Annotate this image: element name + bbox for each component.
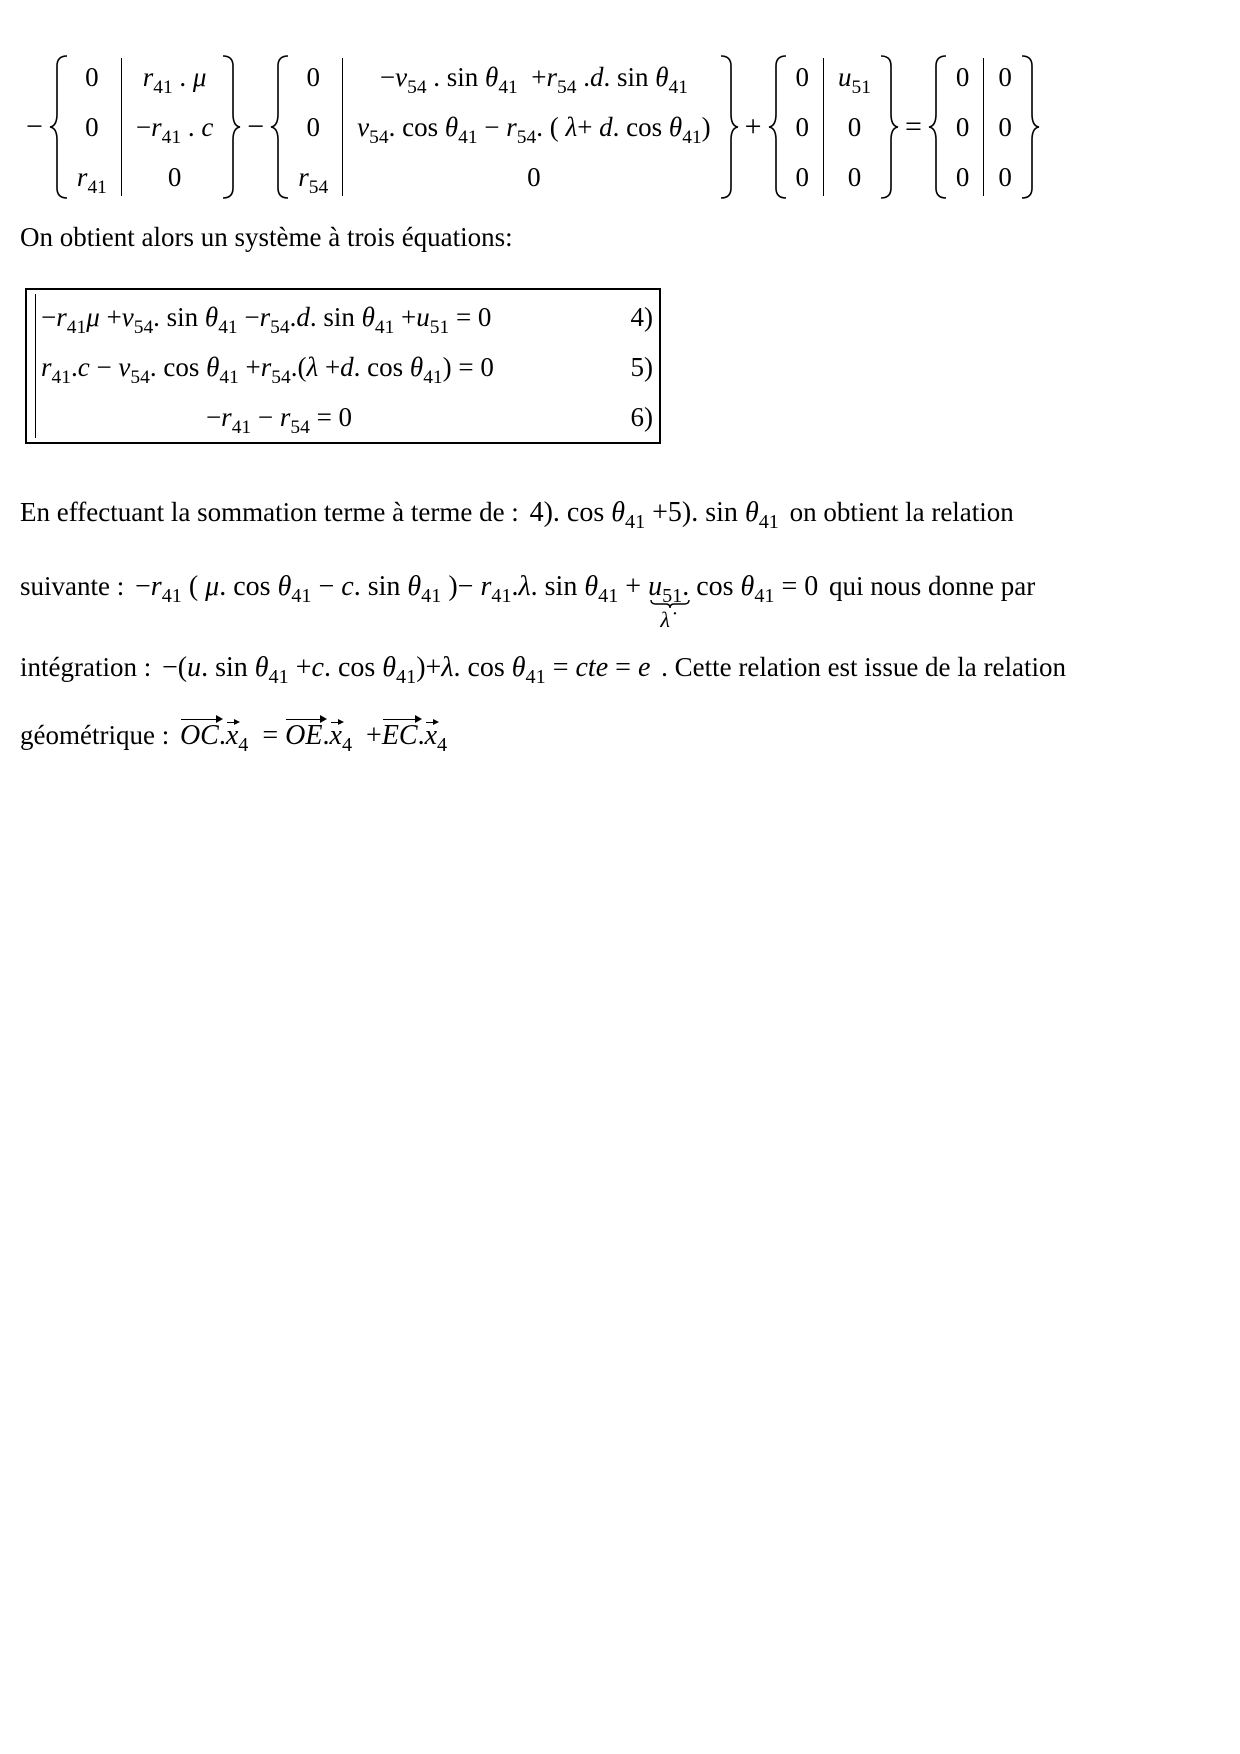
underbrace-label: λ̇ [660, 607, 670, 632]
torsor-4-r2: 0 [955, 111, 970, 142]
torsor-2-r2: 0 [306, 111, 320, 142]
torsor-separator [823, 58, 824, 196]
torsor-1-m3: 0 [167, 161, 182, 192]
line-1-text-before: En effectuant la sommation terme à terme de : [20, 497, 519, 527]
line-3-text-before: intégration : [20, 652, 152, 682]
paragraph-line-2 [20, 571, 1036, 632]
line-2-math: $-r_{41}$ ( μ. $\cos \theta_{41} - c$. $\sin \theta_{41}$ )− $r_{41}.\lambda$. $\sin \theta_{41} + u_{51}$ λ̇ . $\cos \theta_{41} = 0$ [134, 571, 819, 632]
equation-row-4 [37, 292, 653, 342]
line-2-text-before: suivante : [20, 571, 125, 601]
equation-5: $r_{41}.c - v_{54}$. $\cos \theta_{41} +r_{54}.(\lambda +d$. $\cos \theta_{41}) = 0$ [41, 351, 494, 388]
torsor-4-r1: 0 [955, 61, 970, 92]
torsor-4-m1: 0 [998, 61, 1012, 92]
torsor-4-r3: 0 [955, 161, 970, 192]
torsor-3-r1: 0 [795, 61, 810, 92]
torsor-2 [270, 52, 738, 202]
line-3-text-after: . Cette relation est issue de la relation [661, 652, 1066, 682]
torsor-separator [983, 58, 984, 196]
right-brace-icon [717, 52, 739, 202]
torsor-3-m3: 0 [847, 161, 862, 192]
paragraph-line-1 [20, 497, 1014, 534]
torsor-4-m3: 0 [998, 161, 1012, 192]
torsor-3-resultant [790, 52, 816, 202]
equation-row-5 [37, 342, 653, 392]
torsor-2-m1: $-v_{54}$ . $\sin \theta_{41} +r_{54}$ .d. $\sin \theta_{41}$ [379, 61, 688, 98]
torsor-2-m2: $v_{54}$. $\cos \theta_{41} - r_{54}$. ( λ+ d. $\cos \theta_{41}$) [357, 111, 711, 148]
torsor-separator [342, 58, 343, 196]
torsor-2-resultant [292, 52, 334, 202]
right-brace-icon [1018, 52, 1040, 202]
torsor-1-r3: $r_{41}$ [76, 161, 107, 198]
right-brace-icon [219, 52, 241, 202]
torsor-4-moment [992, 52, 1018, 202]
right-brace-icon [877, 52, 899, 202]
torsor-3-m1: $u_{51}$ [838, 61, 871, 98]
torsor-3-m2: 0 [847, 111, 862, 142]
operator-equals: = [904, 110, 922, 143]
torsor-1 [49, 52, 241, 202]
torsor-separator [121, 58, 122, 196]
system-left-bar [35, 294, 36, 438]
line-2-text-after: qui nous donne par [829, 571, 1036, 601]
line-1-math: 4). $\cos \theta_{41} +5$). $\sin \theta_{41}$ [529, 497, 779, 534]
torsor-2-r3: $r_{54}$ [298, 161, 329, 198]
torsor-3-r2: 0 [795, 111, 810, 142]
line-3-math: −(u. $\sin \theta_{41} +c$. $\cos \theta_{41})+\lambda$. $\cos \theta_{41}$ = cte = e [161, 652, 651, 689]
torsor-4-m2: 0 [998, 111, 1012, 142]
torsor-2-r1: 0 [306, 61, 320, 92]
torsor-4-resultant [950, 52, 976, 202]
torsor-1-r1: 0 [85, 61, 99, 92]
torsor-4-zero [928, 52, 1040, 202]
equation-number-5: 5) [630, 351, 653, 382]
line-4-text-before: géométrique : [20, 720, 170, 750]
equation-row-6 [37, 392, 653, 442]
equation-6: $-r_{41} - r_{54} = 0$ [205, 401, 353, 438]
underbrace-u51: $u_{51}$ λ̇ [648, 571, 682, 603]
torsor-1-m1: $r_{41}$ . μ [142, 61, 207, 98]
torsor-3-r3: 0 [795, 161, 810, 192]
torsor-1-m2: $-r_{41}$ . c [135, 111, 214, 148]
equation-number-4: 4) [630, 301, 653, 332]
leading-minus-sign: − [26, 110, 43, 143]
line-1-text-after: on obtient la relation [789, 497, 1014, 527]
intro-text: On obtient alors un système à trois équations: [20, 222, 513, 252]
torsor-2-m3: 0 [527, 161, 541, 192]
torsor-1-moment [130, 52, 219, 202]
equation-4: $-r_{41}\mu +v_{54}$. $\sin \theta_{41} -r_{54}.d$. $\sin \theta_{41} +u_{51} = 0$ [41, 301, 492, 338]
torsor-1-resultant [71, 52, 113, 202]
torsor-equation [20, 52, 1080, 202]
paragraph-line-4 [20, 720, 451, 757]
torsor-2-moment [351, 52, 716, 202]
left-brace-icon [928, 52, 950, 202]
left-brace-icon [768, 52, 790, 202]
line-4-math: $OC.x_4 = OE.x_4 +EC.x_4$ [179, 720, 448, 757]
equation-number-6: 6) [630, 401, 653, 432]
operator-plus: + [744, 110, 762, 143]
equation-system-box [25, 288, 661, 444]
torsor-3-moment [832, 52, 877, 202]
left-brace-icon [270, 52, 292, 202]
torsor-1-r2: 0 [85, 111, 99, 142]
left-brace-icon [49, 52, 71, 202]
operator-minus: − [247, 110, 265, 143]
torsor-3 [768, 52, 899, 202]
paragraph-line-3 [20, 652, 1066, 689]
